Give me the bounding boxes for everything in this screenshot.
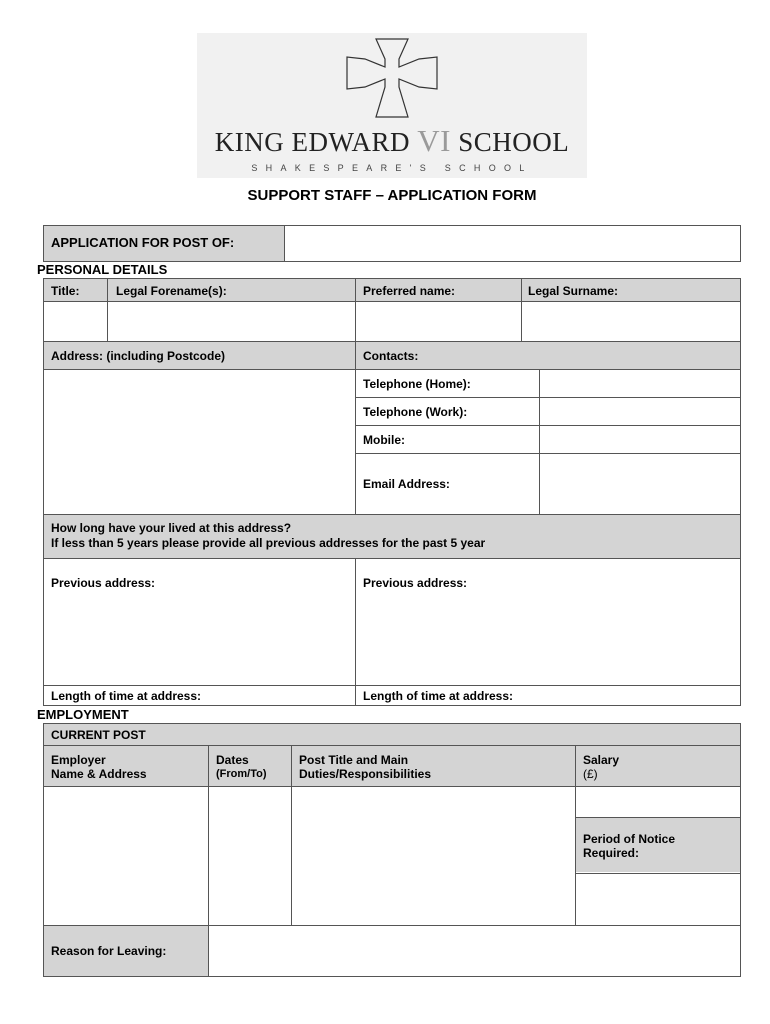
title-field[interactable] xyxy=(44,302,107,340)
employment-heading: EMPLOYMENT xyxy=(37,707,129,722)
reason-for-leaving-label: Reason for Leaving: xyxy=(51,944,167,958)
how-long-instruction: If less than 5 years please provide all previous addresses for the past 5 year xyxy=(51,536,486,550)
email-field[interactable] xyxy=(540,454,740,513)
reason-for-leaving-field[interactable] xyxy=(209,926,740,976)
telephone-work-label: Telephone (Work): xyxy=(363,405,468,419)
previous-address-label-2: Previous address: xyxy=(363,576,468,590)
forename-label: Legal Forename(s): xyxy=(116,284,227,298)
form-title: SUPPORT STAFF – APPLICATION FORM xyxy=(247,187,537,204)
employer-field[interactable] xyxy=(44,787,208,924)
school-name: KING EDWARD VI SCHOOL xyxy=(214,123,570,158)
preferred-name-field[interactable] xyxy=(356,302,521,340)
address-field[interactable] xyxy=(44,370,355,513)
post-title-field[interactable] xyxy=(292,787,575,924)
email-label: Email Address: xyxy=(363,477,450,491)
how-long-question: How long have your lived at this address? xyxy=(51,521,292,535)
dates-header: Dates (From/To) xyxy=(216,753,267,780)
current-post-label: CURRENT POST xyxy=(51,728,146,742)
employer-header: Employer Name & Address xyxy=(51,753,147,781)
previous-address-label-1: Previous address: xyxy=(51,576,156,590)
salary-field[interactable] xyxy=(576,787,740,817)
notice-period-label: Period of Notice Required: xyxy=(583,832,676,860)
forename-field[interactable] xyxy=(108,302,355,340)
personal-details-heading: PERSONAL DETAILS xyxy=(37,262,168,277)
previous-address-field-1[interactable] xyxy=(44,592,355,684)
salary-header: Salary (£) xyxy=(583,753,620,781)
school-logo xyxy=(197,33,587,178)
school-tagline: SHAKESPEARE'S SCHOOL xyxy=(251,163,533,173)
mobile-field[interactable] xyxy=(540,426,740,453)
dates-field[interactable] xyxy=(209,787,291,924)
previous-address-field-2[interactable] xyxy=(356,592,740,684)
post-title-header: Post Title and Main Duties/Responsibilities xyxy=(299,753,432,781)
cross-icon xyxy=(343,37,441,119)
telephone-work-field[interactable] xyxy=(540,398,740,425)
mobile-label: Mobile: xyxy=(363,433,405,447)
application-post-label: APPLICATION FOR POST OF: xyxy=(51,235,235,250)
surname-label: Legal Surname: xyxy=(528,284,619,298)
length-at-address-label-2: Length of time at address: xyxy=(363,689,514,703)
surname-field[interactable] xyxy=(522,302,740,340)
contacts-label: Contacts: xyxy=(363,349,419,363)
notice-period-field[interactable] xyxy=(576,874,740,924)
telephone-home-label: Telephone (Home): xyxy=(363,377,471,391)
preferred-name-label: Preferred name: xyxy=(363,284,456,298)
application-post-input[interactable] xyxy=(285,226,740,261)
length-at-address-label-1: Length of time at address: xyxy=(51,689,202,703)
title-label: Title: xyxy=(51,284,80,298)
address-label: Address: (including Postcode) xyxy=(51,349,226,363)
telephone-home-field[interactable] xyxy=(540,370,740,397)
